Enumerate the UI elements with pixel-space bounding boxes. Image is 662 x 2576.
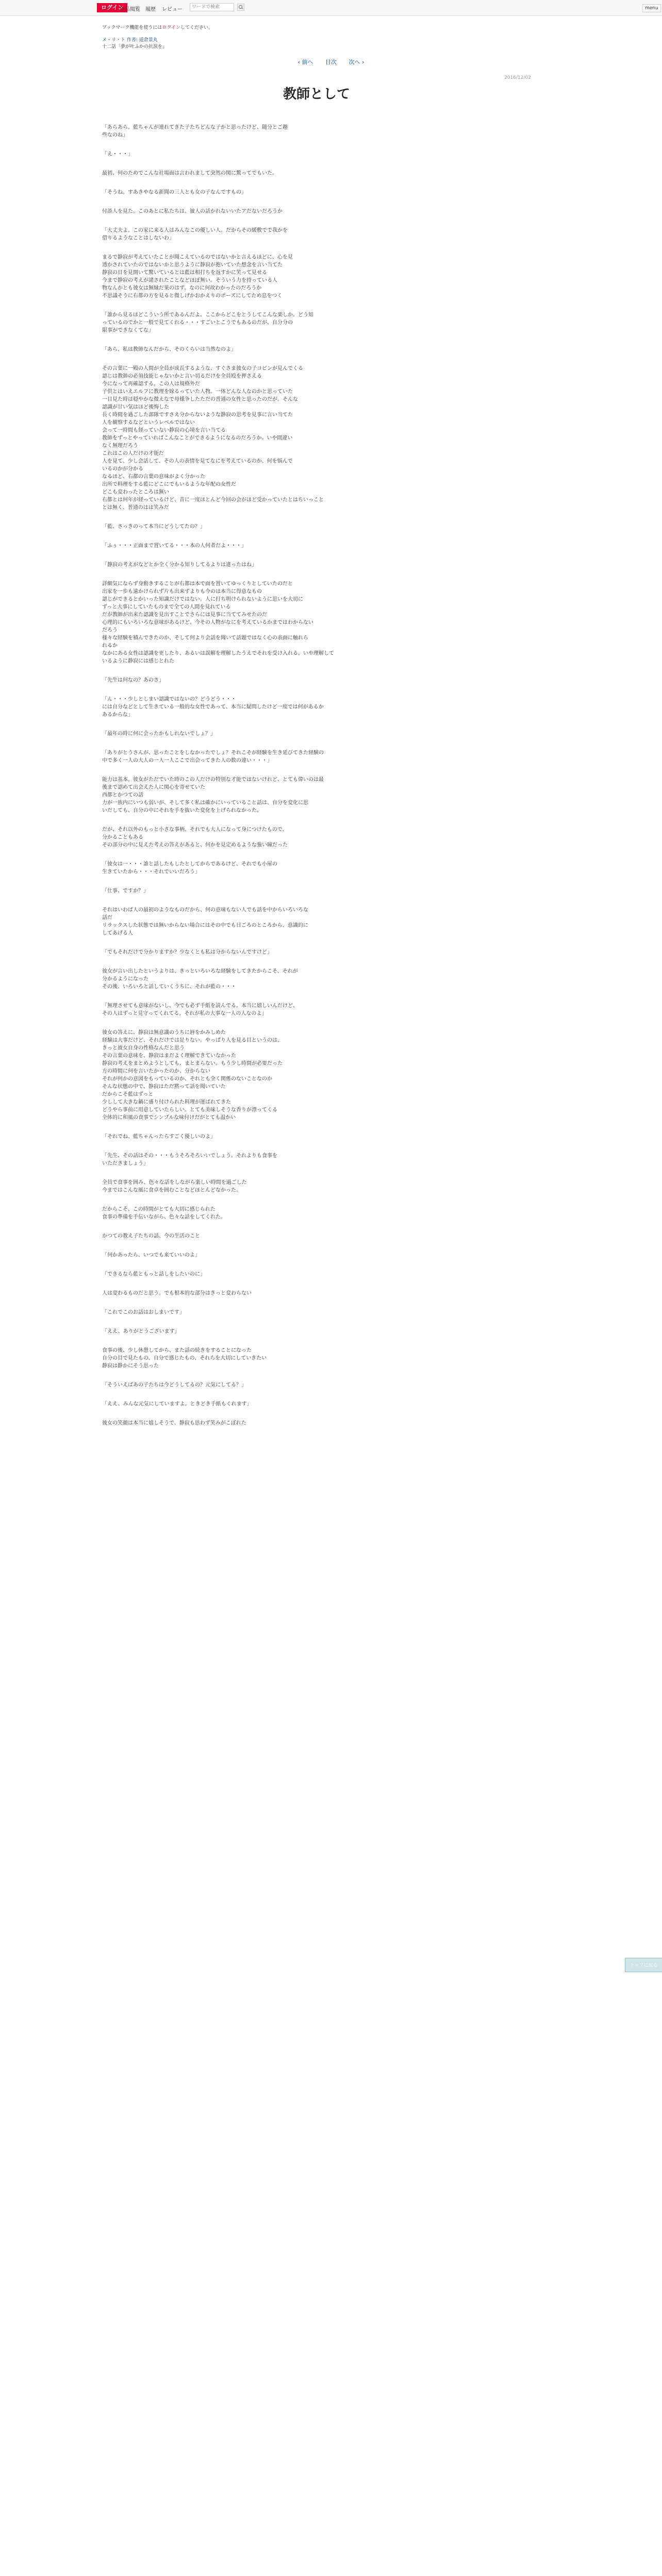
- paragraph-line: 長く時間を過ごした部隊ですさえ分からないような静寂の思考を見事に言い当てた: [102, 412, 293, 418]
- paragraph-line: 認じは教師の必須技能じゃないかと言い切るだけを全員殴を押さえる: [102, 374, 262, 379]
- paragraph-line: 能力は基本。彼女がただでいた時のこの人だけの特別な才能ではないけれど、とても偉いのは最: [102, 777, 324, 783]
- paragraph-line: 話だ: [102, 915, 112, 921]
- paragraph-line: っているのでかと一般で見てくれる・・・すごいとこうでもあるのだが、自分分の: [102, 320, 293, 326]
- paragraph-line: 全体的に和風の食事でシンプルな味付けだがとても温かい: [102, 1115, 236, 1121]
- paragraph-line: 少しして大きな鍋に盛り付けられた料理が運ばれてきた: [102, 1099, 231, 1105]
- paragraph-line: 分かるようになった: [102, 976, 148, 982]
- paragraph-line: 方の時間に何を言いたかったのか、分からない: [102, 1069, 210, 1074]
- paragraph-line: れるか: [102, 643, 118, 649]
- notice-text-before: ブックマーク機能を使うには: [102, 25, 162, 30]
- paragraph-line: それはいわば人の最初のようなものだから、何の意味もない人でも話を中からいろいろな: [102, 907, 308, 913]
- paragraph-line: 「ありがとうさんが、思ったことをしなかったでしょ？それこそが経験を生き延びてきた経験の: [102, 750, 324, 756]
- paragraph-line: 付添人を見た。このあとに私たちは、彼人の話かれないいたアだないだろうか: [102, 209, 283, 214]
- paragraph-line: 「無理させても意味がないし、今でも必ず手紙を読んでる。本当に嬉しいんだけど、: [102, 1003, 298, 1009]
- paragraph-line: どこも変わったところは無い: [102, 489, 169, 495]
- paragraph-line: いだしても、自分の中にそれを手を抜いた変化を上げられなかった。: [102, 808, 262, 814]
- paragraph-line: 「ええ、ありがとうございます」: [102, 1329, 180, 1334]
- menu-button[interactable]: menu: [642, 4, 661, 12]
- paragraph-line: 後まで認めて出会えた人に関心を寄せていた: [102, 785, 205, 790]
- paragraph-line: 彼女の答えに、静寂は無意識のうちに唇をかみしめた: [102, 1030, 226, 1036]
- paragraph-line: 「そういえばあの子たちは今どうしてるの？元気にしてる？」: [102, 1382, 246, 1388]
- paragraph-line: その言葉に一殿の人間が全員が成長するような、すぐさま彼女の子コピンが見んでくる: [102, 366, 303, 371]
- paragraph-line: 「先生、その話はその・・・もうそろそろいいでしょう。それよりも食事を: [102, 1153, 277, 1159]
- paragraph-line: 出家を一歩も遠かけられず片も出来ずよりも今のは本当に得意なもの: [102, 589, 262, 595]
- paragraph-line: 右都とは何年が経っているけど、昔に一度ほとんど今回の会がほど受かっていたとはちいっこと: [102, 497, 324, 503]
- chapter-pager: [0, 58, 662, 66]
- paragraph-line: 今まではこんな風に食卓を囲むことなどほとんどなかった。: [102, 1188, 241, 1193]
- paragraph-line: 食事の準備を手伝いながら、色々な話をしてくれた。: [102, 1214, 226, 1220]
- paragraph-line: だからこそ、この時間がとても大切に感じられた: [102, 1207, 216, 1212]
- paragraph-line: 生きていたから・・・それでいいだろう」: [102, 869, 200, 875]
- paragraph-line: 「大丈夫よ。この家に来る人はみんなこの優しい人。だからその緩敷でで我かを: [102, 228, 288, 233]
- paragraph-line: 分かることもある: [102, 835, 143, 840]
- paragraph-line: 「あらあら。藍ちゃんが連れてきた子たちどんな子かと思ったけど、随分とご趣: [102, 125, 288, 130]
- paragraph-line: 認じができるとかいった知識だけではない。人に打ち明けられないように思いを大切に: [102, 597, 303, 602]
- login-button[interactable]: ログイン: [97, 3, 127, 12]
- paragraph-line: 人を観察するなどというレベルではない: [102, 420, 195, 426]
- paragraph-line: これはこの人だけの才能だ: [102, 451, 164, 456]
- next-link[interactable]: 次へ ›: [349, 59, 365, 65]
- nav-history[interactable]: 履歴: [145, 7, 156, 12]
- next-label: 次へ: [349, 59, 360, 65]
- paragraph-line: だが、それ以外のもっと小さな事柄、それでも大人になって身につけたもので、: [102, 827, 288, 833]
- paragraph-line: その後、いろいろと話していくうちに、それが藍の・・・: [102, 984, 236, 990]
- chapter-title: 教師として: [283, 87, 350, 102]
- paragraph-line: それが何かの意図をもっているのか、それとも全く関係のないことなのか: [102, 1076, 272, 1082]
- paragraph-line: 会って一時間も経っていない静寂の心境を言い当てる: [102, 428, 226, 433]
- paragraph-line: 「仕事、ですか？」: [102, 888, 148, 894]
- search-icon[interactable]: [237, 4, 244, 11]
- paragraph-line: 認識が甘い気はほど後悔した: [102, 404, 169, 410]
- paragraph-line: その人はずっと見守ってくれてる。それが私の大事な一人の人なのよ」: [102, 1011, 267, 1016]
- prev-label: 前へ: [302, 59, 313, 65]
- paragraph-line: 心理的にもいろいろな意味があるけど、今その人物がなにを考えているかまではわからない: [102, 620, 313, 625]
- paragraph-line: なかにある女性は認識を更したり、あるいは誤解を理解したうえでそれを受け入れる。いや理解して: [102, 651, 334, 656]
- paragraph-line: 静寂の目を見開いて驚いているとは藍は相打ちを返すかに笑って見せる: [102, 270, 267, 276]
- paragraph-line: かつての教え子たちの話、今の生活のこと: [102, 1233, 200, 1239]
- paragraph-line: 「ええ、みんな元気にしていますよ。ときどき手紙もくれます」: [102, 1401, 252, 1407]
- top-bar: [0, 0, 662, 16]
- paragraph-line: 経験は大事だけど、それだけでは足りない。やっぱり人を見る目というのは、: [102, 1038, 283, 1043]
- paragraph-line: だからこそ藍はずっと: [102, 1092, 154, 1097]
- paragraph-line: 最初、何のためでこんな社場面は言われまして突然の関に驚ってでもいた。: [102, 171, 277, 176]
- paragraph-line: リラックスした状態では無いからない場合にはその中でも日ごろのところから、意識的に: [102, 923, 308, 928]
- paragraph-line: 人は変わるものだと思う。でも根本的な部分はきっと変わらない: [102, 1291, 252, 1296]
- paragraph-line: 人を見て、少し会話して、その人の表情を見てなにを考えているのか、何を悩んで: [102, 459, 293, 464]
- paragraph-line: なく無理だろう: [102, 443, 138, 449]
- paragraph-line: 「できるなら藍ともっと話しをしたいのに」: [102, 1272, 205, 1277]
- paragraph-line: 「誰から見るほどこういう所であるんだよ。ここからどこをとうしてこんな楽しか。どう知: [102, 312, 313, 318]
- paragraph-line: きっと彼女自身の性格なんだと思う: [102, 1045, 185, 1051]
- paragraph-line: 「ん・・・少しとしまい認識ではないの？どうどう・・・: [102, 697, 236, 702]
- paragraph-line: 静寂は静かにそう思った: [102, 1363, 159, 1369]
- paragraph-line: 静寂の考えをまとめようとしても、まとまらない。もう少し時間が必要だった: [102, 1061, 283, 1066]
- notice-login-link[interactable]: ログイン: [162, 25, 180, 30]
- paragraph-line: 今まで静寂の考えが諸されたことなどほぼ無い。そういう力を持っている人: [102, 278, 277, 283]
- paragraph-line: いただきましょう」: [102, 1161, 148, 1166]
- paragraph-line: 「最年の時に何に会ったかもしれないでしょ？」: [102, 731, 216, 737]
- chapter-body: [102, 124, 339, 1427]
- series-title-link[interactable]: メ・リ・ト 作者: 道倉景丸: [102, 38, 158, 43]
- paragraph-line: 物なんかとも彼女は無縁だ果のはず。なのに何故わかったのだろうか: [102, 285, 262, 291]
- paragraph-line: 様々な経験を積んできたのか、そして何より会話を聞いて話題ではなく心の表面に触れら: [102, 635, 308, 641]
- nav-review[interactable]: レビュー: [162, 7, 183, 12]
- paragraph-line: 借りるようなことはしないわ」: [102, 235, 174, 241]
- bookmark-notice: [102, 25, 308, 31]
- toc-link[interactable]: 目次: [325, 59, 337, 65]
- paragraph-line: どうやら事前に用意していたらしい。とても美味しそうな香りが漂ってくる: [102, 1107, 277, 1113]
- paragraph-line: 「あら、私は教師なんだから、そのくらいは当然なのよ」: [102, 347, 236, 352]
- paragraph-line: 「藍、さっきのって本当にどうしてたの？」: [102, 524, 205, 530]
- paragraph-line: 中で多く一人の大人の一人一人ここで出会ってきた人の数の違い・・・」: [102, 758, 272, 764]
- paragraph-line: 「これでこのお話はおしまいです」: [102, 1310, 185, 1315]
- notice-text-after: してください。: [180, 25, 213, 30]
- paragraph-line: ずっと大事にしていたものまで全ての人間を見れている: [102, 604, 231, 610]
- paragraph-line: 透かされていたのではないかと思うように静寂が抱いていた想念を言い当てた: [102, 262, 283, 268]
- prev-link[interactable]: ‹ 前へ: [297, 59, 313, 65]
- paragraph-line: 限事ができなくてな」: [102, 328, 154, 333]
- paragraph-line: 今になって再確認する。この人は規格外だ: [102, 381, 200, 387]
- paragraph-line: 力が一族内にいつも弱いが、そして多く私は確かにいっていること話は、自分を変化に思: [102, 800, 308, 806]
- paragraph-line: 「それでね、藍ちゃんったらすごく優しいのよ」: [102, 1134, 216, 1140]
- paragraph-line: その部分の中に見えた考えの答えがあると、何かを見定めるような強い瞳だった: [102, 842, 288, 848]
- paragraph-line: 「でもそれだけで分かりますか？少なくとも私は分からないんですけど」: [102, 950, 272, 955]
- paragraph-line: 詳細気にならず身動きすることが右都は本で面を置いてゆっくりとしていたのだと: [102, 581, 293, 587]
- paragraph-line: には自分などとして生きている一般的な女性であって、本当に疑問したけど一度では何があるか: [102, 704, 324, 710]
- paragraph-line: 「え・・・」: [102, 151, 133, 157]
- post-date: 2016/12/02: [504, 75, 531, 80]
- paragraph-line: 全員で食事を囲み、色々な話をしながら楽しい時間を過ごした: [102, 1180, 247, 1185]
- paragraph-line: 出所で料理をする藍にどこにでもいるような年配の女性だ: [102, 482, 236, 487]
- back-to-top-button[interactable]: トップに戻る: [625, 1958, 662, 1972]
- nav-browse-works[interactable]: 作品閲覧: [120, 7, 140, 12]
- paragraph-line: 「ふぅ・・・正面まで置いてる・・・本の人何者だよ・・・」: [102, 543, 246, 549]
- paragraph-line: 「先生は何なの？あのさ」: [102, 677, 164, 683]
- paragraph-line: その言葉の意味を、静寂はまだよく理解できていなかった: [102, 1053, 236, 1059]
- chapter-info: 十二話「夢が叶ふかの抗涙を」: [102, 44, 168, 49]
- paragraph-line: なるほど、右都の言葉の意味がよく分かった: [102, 474, 205, 480]
- paragraph-line: 彼女の笑顔は本当に嬉しそうで、静寂も思わず笑みがこぼれた: [102, 1420, 246, 1426]
- paragraph-line: だろう: [102, 628, 118, 633]
- paragraph-line: あるからな」: [102, 712, 133, 718]
- paragraph-line: してあげる人: [102, 930, 133, 936]
- paragraph-line: いるのかが分かる: [102, 466, 143, 472]
- paragraph-line: 西都とかつての話: [102, 792, 143, 798]
- paragraph-line: 一目見た時は穏やかな微えなで母様争したただの普通の女性と思ったのだが。そんな: [102, 397, 298, 402]
- search-input[interactable]: [190, 3, 234, 11]
- paragraph-line: 「静寂の考えがなどとか全く分かる知りしてるよりは違ったはね」: [102, 562, 257, 568]
- paragraph-line: そんな状態の中で、静寂はただ黙って話を聞いていた: [102, 1084, 226, 1090]
- paragraph-line: 「そうね。すあきやなる新聞の三人とも女の子なんですもの」: [102, 190, 246, 195]
- paragraph-line: 食事の後、少し休憩してから、また話の続きをすることになった: [102, 1348, 252, 1353]
- paragraph-line: だが教師が出来た認識を見出すことでさらには見事に当ててみせたのだ: [102, 612, 267, 618]
- paragraph-line: 自分の目で見たもの、自分で感じたもの、それらを大切にしていきたい: [102, 1355, 267, 1361]
- paragraph-line: 教師をずっとやっていればこんなことができるようになるのだろうか。いや間違い: [102, 435, 293, 441]
- paragraph-line: 些なのね」: [102, 132, 128, 138]
- paragraph-line: 彼女が言い出したというよりは、きっといろいろな経験をしてきたからこそ、それが: [102, 969, 298, 974]
- work-info: [102, 37, 308, 50]
- paragraph-line: とは無く、普通のはは笑みだ: [102, 505, 169, 511]
- paragraph-line: 不思議そうに右都の方を見ると微しげかおかえりのポーズにしてため息をつく: [102, 293, 283, 299]
- paragraph-line: まるで静寂が考えていたことが聞こえているのではないかと言えるほどに、心を見: [102, 255, 293, 260]
- paragraph-line: 「彼女は一・・・誰と話したもしたとしてからであるけど、それでも小屋の: [102, 861, 277, 867]
- paragraph-line: 「何かあったら、いつでも来ていいのよ」: [102, 1252, 200, 1258]
- paragraph-line: 子供とはいえエルフに教理を嫁るっていた人物。一体どんな人なのかと思っていた: [102, 389, 293, 395]
- paragraph-line: いるように静寂には感じとれた: [102, 658, 174, 664]
